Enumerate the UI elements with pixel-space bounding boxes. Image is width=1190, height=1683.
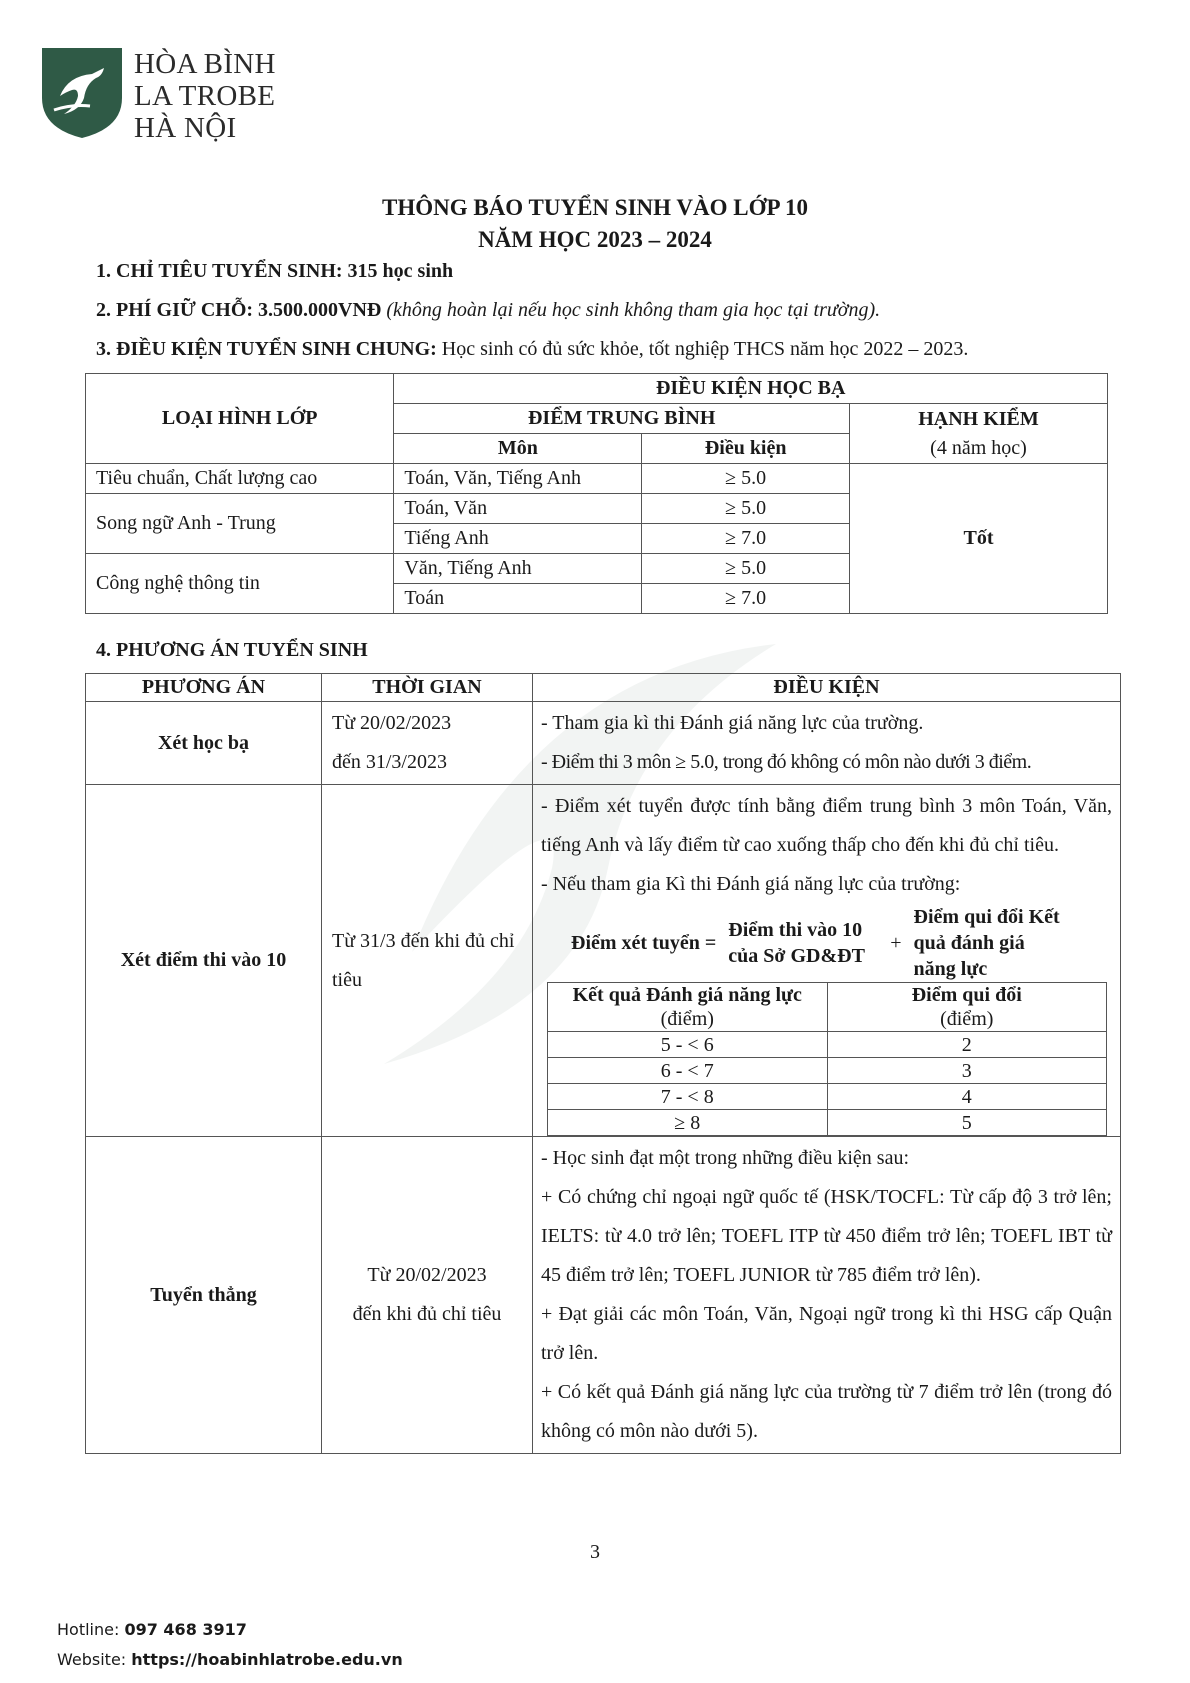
subject-cell: Toán: [394, 584, 642, 614]
academic-record-conditions-table: [85, 373, 1108, 614]
section-general-conditions: [96, 336, 968, 362]
conversion-header-points-sub: (điểm): [940, 1008, 994, 1030]
shield-bird-logo-icon: [42, 48, 122, 138]
conversion-points: 3: [827, 1058, 1107, 1084]
subject-cell: Toán, Văn, Tiếng Anh: [394, 464, 642, 494]
table-row: [86, 702, 1121, 785]
conversion-range: 5 - < 6: [548, 1032, 828, 1058]
logo-line-3: HÀ NỘI: [134, 112, 237, 144]
time-cell: [322, 702, 533, 785]
section-quota-label: 1. CHỈ TIÊU TUYỂN SINH:: [96, 260, 343, 282]
condition-cell: ≥ 7.0: [642, 584, 850, 614]
method-cell: Tuyển thẳng: [86, 1137, 322, 1454]
time-end: đến 31/3/2023: [332, 751, 447, 773]
section-quota-value: 315 học sinh: [347, 260, 454, 282]
footer-website: [57, 1645, 403, 1675]
section-fee: [96, 297, 880, 323]
section-admission-plans: [96, 637, 368, 663]
page-number: 3: [590, 1541, 600, 1563]
time-cell: Từ 31/3 đến khi đủ chỉ tiêu: [322, 785, 533, 1137]
conversion-range: 6 - < 7: [548, 1058, 828, 1084]
section-quota: [96, 258, 453, 284]
conversion-row: [548, 1084, 1107, 1110]
title-line-1: THÔNG BÁO TUYỂN SINH VÀO LỚP 10: [381, 195, 808, 220]
time-cell: [322, 1137, 533, 1454]
conversion-header-points-label: Điểm qui đổi: [911, 984, 1022, 1006]
time-start: Từ 20/02/2023: [367, 1264, 487, 1286]
section-fee-label: 2. PHÍ GIỮ CHỖ: 3.500.000VNĐ: [96, 299, 382, 321]
condition-cell: ≥ 5.0: [642, 464, 850, 494]
conversion-points: 5: [827, 1110, 1107, 1136]
subject-cell: Toán, Văn: [394, 494, 642, 524]
conversion-row: [548, 1110, 1107, 1136]
formula-plus: +: [890, 932, 902, 954]
logo-text: [134, 48, 276, 144]
condition-line: - Điểm xét tuyển được tính bằng điểm trung bình 3 môn Toán, Văn, tiếng Anh và lấy điểm từ cao xuống thấp cho đến khi đủ chỉ tiêu.: [541, 795, 1112, 856]
conversion-range: 7 - < 8: [548, 1084, 828, 1110]
section-fee-note: (không hoàn lại nếu học sinh không tham gia học tại trường).: [386, 299, 881, 321]
header-condition: Điều kiện: [642, 434, 850, 464]
time-start: Từ 20/02/2023: [332, 712, 452, 734]
conditions-cell: [533, 1137, 1121, 1454]
condition-cell: ≥ 5.0: [642, 554, 850, 584]
website-link[interactable]: https://hoabinhlatrobe.edu.vn: [131, 1650, 403, 1669]
conduct-value-cell: Tốt: [849, 464, 1107, 614]
condition-line: + Có chứng chỉ ngoại ngữ quốc tế (HSK/TOCFL: Từ cấp độ 3 trở lên; IELTS: từ 4.0 trở lên; TOEFL ITP từ 450 điểm trở lên; TOEFL IBT từ 45 điểm trở lên; TOEFL JUNIOR từ 785 điểm trở lên).: [541, 1186, 1112, 1286]
conversion-header-result-sub: (điểm): [660, 1008, 714, 1030]
header-subject: Môn: [394, 434, 642, 464]
section-admission-plans-label: 4. PHƯƠNG ÁN TUYỂN SINH: [96, 639, 368, 661]
conversion-points: 2: [827, 1032, 1107, 1058]
conversion-table: [547, 982, 1107, 1136]
footer: [57, 1615, 403, 1675]
header-time: THỜI GIAN: [322, 674, 533, 702]
condition-cell: ≥ 5.0: [642, 494, 850, 524]
table-row: [86, 1137, 1121, 1454]
table-row: [86, 464, 1108, 494]
method-cell: Xét điểm thi vào 10: [86, 785, 322, 1137]
table-row: [86, 785, 1121, 1137]
footer-hotline: [57, 1615, 403, 1645]
formula-term-exam: Điểm thi vào 10 của Sở GD&ĐT: [728, 919, 865, 967]
conditions-cell: [533, 702, 1121, 785]
time-end: đến khi đủ chỉ tiêu: [352, 1303, 502, 1325]
conditions-cell: [533, 785, 1121, 1137]
hotline-value[interactable]: 097 468 3917: [124, 1620, 247, 1639]
condition-line: - Học sinh đạt một trong những điều kiện sau:: [541, 1147, 910, 1169]
score-formula: [571, 904, 1112, 982]
header-record-conditions: ĐIỀU KIỆN HỌC BẠ: [394, 374, 1108, 404]
document-title: [0, 192, 1190, 256]
header-conduct: [849, 404, 1107, 464]
website-label: Website:: [57, 1650, 127, 1669]
conversion-row: [548, 1058, 1107, 1084]
condition-line: - Điểm thi 3 môn ≥ 5.0, trong đó không có môn nào dưới 3 điểm.: [541, 751, 1032, 773]
conversion-header-result-label: Kết quả Đánh giá năng lực: [572, 984, 802, 1006]
logo-line-2: LA TROBE: [134, 80, 276, 112]
section-general-conditions-label: 3. ĐIỀU KIỆN TUYỂN SINH CHUNG:: [96, 338, 437, 360]
subject-cell: Tiếng Anh: [394, 524, 642, 554]
conversion-range: ≥ 8: [548, 1110, 828, 1136]
admission-plans-table: [85, 673, 1121, 1454]
logo-line-1: HÒA BÌNH: [134, 48, 276, 80]
header-conduct-sub: (4 năm học): [930, 436, 1027, 459]
condition-line: - Nếu tham gia Kì thi Đánh giá năng lực của trường:: [541, 873, 961, 895]
condition-line: + Đạt giải các môn Toán, Văn, Ngoại ngữ trong kì thi HSG cấp Quận trở lên.: [541, 1303, 1112, 1364]
condition-line: + Có kết quả Đánh giá năng lực của trường từ 7 điểm trở lên (trong đó không có môn nào dưới 5).: [541, 1381, 1112, 1442]
header-conditions: ĐIỀU KIỆN: [533, 674, 1121, 702]
conversion-header-result: [548, 983, 828, 1032]
class-type-cell: Song ngữ Anh - Trung: [86, 494, 394, 554]
section-general-conditions-value: Học sinh có đủ sức khỏe, tốt nghiệp THCS năm học 2022 – 2023.: [441, 338, 969, 360]
class-type-cell: Công nghệ thông tin: [86, 554, 394, 614]
formula-term-conversion: Điểm qui đổi Kết quả đánh giá năng lực: [913, 906, 1060, 980]
header-class-type: LOẠI HÌNH LỚP: [86, 374, 394, 464]
conversion-points: 4: [827, 1084, 1107, 1110]
formula-lhs: Điểm xét tuyển =: [571, 932, 717, 954]
method-cell: Xét học bạ: [86, 702, 322, 785]
header-average-score: ĐIỂM TRUNG BÌNH: [394, 404, 850, 434]
condition-line: - Tham gia kì thi Đánh giá năng lực của trường.: [541, 712, 924, 734]
conversion-row: [548, 1032, 1107, 1058]
header-conduct-label: HẠNH KIỂM: [918, 407, 1039, 430]
class-type-cell: Tiêu chuẩn, Chất lượng cao: [86, 464, 394, 494]
title-line-2: NĂM HỌC 2023 – 2024: [478, 227, 712, 252]
subject-cell: Văn, Tiếng Anh: [394, 554, 642, 584]
header-method: PHƯƠNG ÁN: [86, 674, 322, 702]
school-logo: [42, 48, 276, 144]
hotline-label: Hotline:: [57, 1620, 120, 1639]
conversion-header-points: [827, 983, 1107, 1032]
condition-cell: ≥ 7.0: [642, 524, 850, 554]
